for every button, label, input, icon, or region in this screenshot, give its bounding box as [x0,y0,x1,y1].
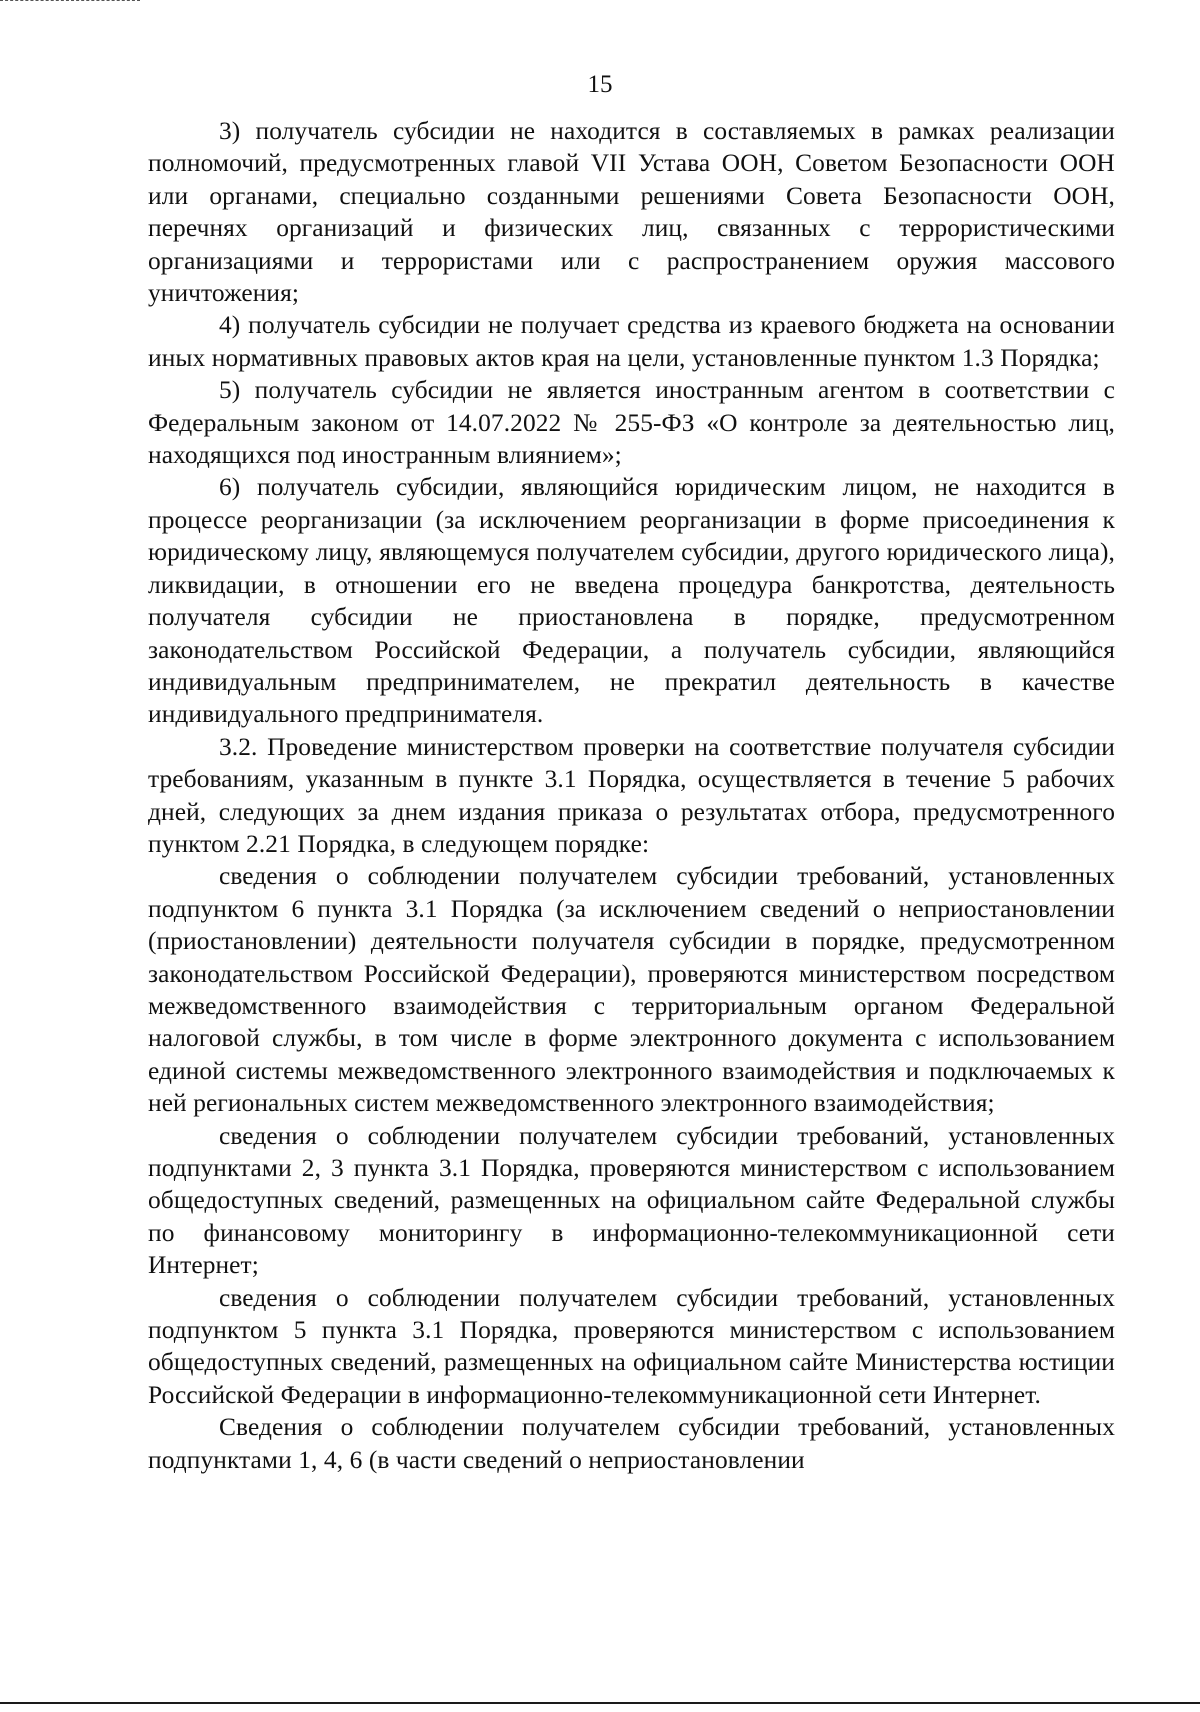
paragraph-section-3-2: 3.2. Проведение министерством проверки на соответствие получателя субсидии требованиям, указанным в пункте 3.1 Порядка, осуществляется в течение 5 рабочих дней, следующих за днем издания приказа о результатах отбора, предусмотренного пунктом 2.21 Порядка, в следующем порядке: [148,732,1115,858]
paragraph-item-4: 4) получатель субсидии не получает средства из краевого бюджета на основании иных нормативных правовых актов края на цели, установленные пунктом 1.3 Порядка; [148,311,1115,372]
scan-edge-bottom [0,1702,1200,1704]
paragraph-verification-subitems-2-3: сведения о соблюдении получателем субсидии требований, установленных подпунктами 2, 3 пункта 3.1 Порядка, проверяются министерством с использованием общедоступных сведений, размещенных на официальном сайте Федеральной службы по финансовому мониторингу в информационно-телекоммуникационной сети Интернет; [148,1121,1115,1280]
paragraph-verification-subitem-6: сведения о соблюдении получателем субсидии требований, установленных подпунктом 6 пункта 3.1 Порядка (за исключением сведений о неприостановлении (приостановлении) деятельности получателя субсидии в порядке, предусмотренном законодательством Российской Федерации), проверяются министерством посредством межведомственного взаимодействия с территориальным органом Федеральной налоговой службы, в том числе в форме электронного документа с использованием единой системы межведомственного электронного взаимодействия и подключаемых к ней региональных систем межведомственного электронного взаимодействия; [148,862,1115,1118]
page-number: 15 [587,71,613,98]
paragraph-item-6: 6) получатель субсидии, являющийся юридическим лицом, не находится в процессе реорганизации (за исключением реорганизации в форме присоединения к юридическому лицу, являющемуся получателем субсидии, другого юридического лица), ликвидации, в отношении его не введена процедура банкротства, деятельность получателя субсидии не приостановлена в порядке, предусмотренном законодательством Российской Федерации, а получатель субсидии, являющийся индивидуальным предпринимателем, не прекратил деятельность в качестве индивидуального предпринимателя. [148,473,1115,729]
paragraph-verification-subitems-1-4-6: Сведения о соблюдении получателем субсидии требований, установленных подпунктами 1, 4, 6 (в части сведений о неприостановлении [148,1413,1115,1474]
paragraph-item-3: 3) получатель субсидии не находится в составляемых в рамках реализации полномочий, предусмотренных главой VII Устава ООН, Советом Безопасности ООН или органами, специально созданными решениями Совета Безопасности ООН, перечнях организаций и физических лиц, связанных с террористическими организациями и террористами или с распространением оружия массового уничтожения; [148,117,1115,308]
paragraph-item-5: 5) получатель субсидии не является иностранным агентом в соответствии с Федеральным законом от 14.07.2022 № 255-ФЗ «О контроле за деятельностью лиц, находящихся под иностранным влиянием»; [148,376,1115,470]
document-body [148,115,1115,1476]
scan-edge-top [0,0,140,1]
paragraph-verification-subitem-5: сведения о соблюдении получателем субсидии требований, установленных подпунктом 5 пункта 3.1 Порядка, проверяются министерством с использованием общедоступных сведений, размещенных на официальном сайте Министерства юстиции Российской Федерации в информационно-телекоммуникационной сети Интернет. [148,1283,1115,1409]
